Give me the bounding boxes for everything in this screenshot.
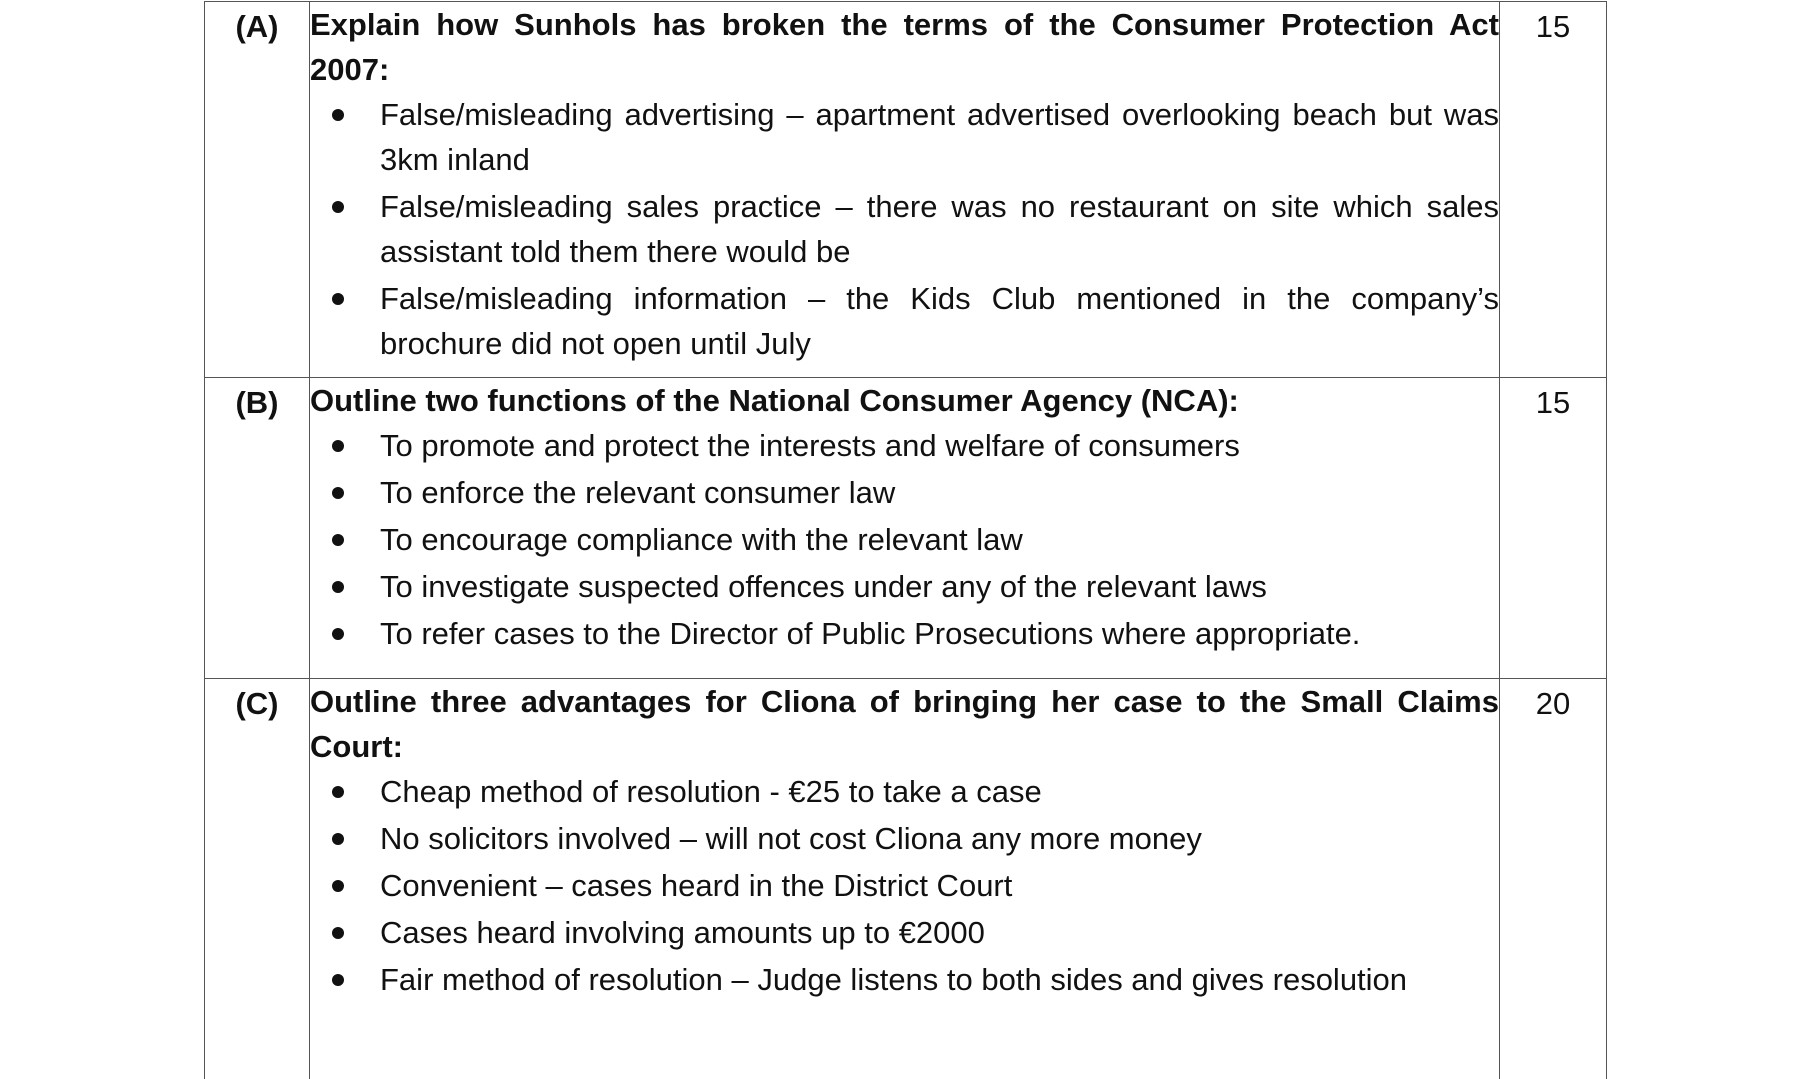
answer-point [310, 957, 1499, 1002]
marking-scheme-table [204, 1, 1607, 1079]
part-label-cell [205, 378, 310, 679]
part-label-c: (C) [205, 679, 309, 721]
answer-point [310, 769, 1499, 814]
answer-point [310, 184, 1499, 274]
answer-point-text: Convenient – cases heard in the District Court [380, 868, 1012, 903]
answer-point-text: Cheap method of resolution - €25 to take a case [380, 774, 1042, 809]
answer-point-text: False/misleading information – the Kids Club mentioned in the company’s brochure did not open until July [380, 281, 1499, 361]
marks-value-c: 20 [1500, 679, 1606, 721]
marks-value-b: 15 [1500, 378, 1606, 420]
bullet-icon [332, 786, 344, 798]
answer-point-text: To refer cases to the Director of Public Prosecutions where appropriate. [380, 616, 1360, 651]
question-content-cell [310, 2, 1500, 378]
answer-points-list-b [310, 423, 1499, 656]
bullet-icon [332, 487, 344, 499]
bullet-icon [332, 581, 344, 593]
answer-point-text: To promote and protect the interests and welfare of consumers [380, 428, 1240, 463]
table-row-b [205, 378, 1607, 679]
answer-point-text: To encourage compliance with the relevant law [380, 522, 1023, 557]
question-heading-c: Outline three advantages for Cliona of bringing her case to the Small Claims Court: [310, 679, 1499, 769]
table-row-c [205, 679, 1607, 1079]
answer-point [310, 517, 1499, 562]
part-label-b: (B) [205, 378, 309, 420]
bullet-icon [332, 833, 344, 845]
bullet-icon [332, 927, 344, 939]
bullet-icon [332, 440, 344, 452]
part-label-a: (A) [205, 2, 309, 44]
answer-point [310, 910, 1499, 955]
answer-point [310, 863, 1499, 908]
answer-point [310, 564, 1499, 609]
question-content-cell [310, 378, 1500, 679]
answer-point [310, 92, 1499, 182]
bullet-icon [332, 109, 344, 121]
answer-point [310, 276, 1499, 366]
part-label-cell [205, 679, 310, 1079]
marks-cell [1500, 378, 1607, 679]
answer-point-text: False/misleading sales practice – there was no restaurant on site which sales assistant told them there would be [380, 189, 1499, 269]
part-label-cell [205, 2, 310, 378]
bullet-icon [332, 974, 344, 986]
answer-point [310, 816, 1499, 861]
bullet-icon [332, 628, 344, 640]
table-row-a [205, 2, 1607, 378]
answer-point [310, 423, 1499, 468]
answer-point-text: No solicitors involved – will not cost Cliona any more money [380, 821, 1202, 856]
answer-point-text: Cases heard involving amounts up to €2000 [380, 915, 985, 950]
answer-point-text: False/misleading advertising – apartment advertised overlooking beach but was 3km inland [380, 97, 1499, 177]
answer-point-text: To enforce the relevant consumer law [380, 475, 895, 510]
bullet-icon [332, 293, 344, 305]
bullet-icon [332, 534, 344, 546]
answer-point [310, 611, 1499, 656]
question-heading-a: Explain how Sunhols has broken the terms of the Consumer Protection Act 2007: [310, 2, 1499, 92]
question-heading-b: Outline two functions of the National Consumer Agency (NCA): [310, 378, 1499, 423]
answer-points-list-c [310, 769, 1499, 1002]
marks-cell [1500, 679, 1607, 1079]
answer-point-text: To investigate suspected offences under any of the relevant laws [380, 569, 1267, 604]
marks-value-a: 15 [1500, 2, 1606, 44]
answer-point-text: Fair method of resolution – Judge listens to both sides and gives resolution [380, 962, 1407, 997]
bullet-icon [332, 201, 344, 213]
marks-cell [1500, 2, 1607, 378]
bullet-icon [332, 880, 344, 892]
question-content-cell [310, 679, 1500, 1079]
answer-points-list-a [310, 92, 1499, 366]
answer-point [310, 470, 1499, 515]
